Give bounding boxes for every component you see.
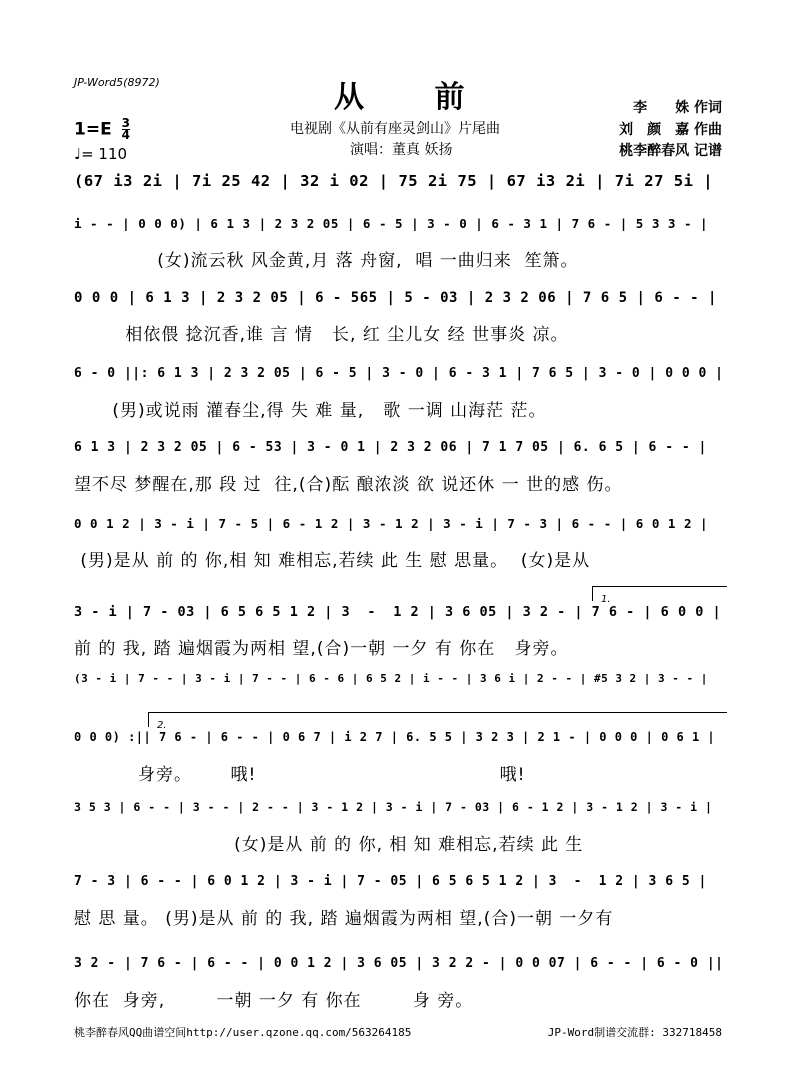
score-row [74,800,726,855]
score-row [74,366,726,421]
volta-2-bracket [148,712,727,731]
notation-line: (3 - i | 7 - - | 3 - i | 7 - - | 6 - 6 | 6 5 2 | i - - | 3 6 i | 2 - - | #5 3 2 | 3 - - | [74,672,708,685]
credit-lyricist: 李 姝 作词 [633,100,722,116]
notation-line: 0 0 1 2 | 3 - i | 7 - 5 | 6 - 1 2 | 3 - 1 2 | 3 - i | 7 - 3 | 6 - - | 6 0 1 2 | [74,516,709,531]
lyrics-line: 前 的 我, 踏 遍烟霞为两相 望,(合)一朝 一夕 有 你在 身旁。 [74,639,569,659]
notation-line: 0 0 0) :|| 7 6 - | 6 - - | 0 6 7 | i 2 7 | 6. 5 5 | 3 2 3 | 2 1 - | 0 0 0 | 0 6 1 | [74,730,716,744]
volta-1-label: 1. [601,594,611,605]
lyrics-line: (男)或说雨 灌春尘,得 失 难 量, 歌 一调 山海茫 茫。 [74,401,547,421]
song-title: 从 前 [334,80,495,115]
score-row [74,730,726,785]
score-row [74,216,726,271]
time-signature [122,118,130,141]
time-numerator: 3 [121,116,130,130]
notation-line: (67 i3 2i | 7i 25 42 | 32 i 02 | 75 2i 75 | 67 i3 2i | 7i 27 5i | [74,172,714,190]
notation-line: 6 - 0 ||: 6 1 3 | 2 3 2 05 | 6 - 5 | 3 - 0 | 6 - 3 1 | 7 6 5 | 3 - 0 | 0 0 0 | [74,366,724,381]
lyrics-line: 你在 身旁, 一朝 一夕 有 你在 身 旁。 [74,991,474,1011]
score-row [74,172,726,222]
lyrics-line: (男)是从 前 的 你,相 知 难相忘,若续 此 生 慰 思量。 (女)是从 [74,551,591,571]
credit-composer: 刘 颜 嘉 作曲 [619,122,722,138]
notation-line: 3 2 - | 7 6 - | 6 - - | 0 0 1 2 | 3 6 05 | 3 2 2 - | 0 0 07 | 6 - - | 6 - 0 || [74,956,724,971]
lyrics-line: 慰 思 量。 (男)是从 前 的 我, 踏 遍烟霞为两相 望,(合)一朝 一夕有 [74,909,614,929]
key-label: 1=E [74,119,112,140]
software-label: JP-Word5(8972) [74,76,160,89]
lyrics-line: (女)是从 前 的 你, 相 知 难相忘,若续 此 生 [74,835,584,855]
notation-line: 0 0 0 | 6 1 3 | 2 3 2 05 | 6 - 565 | 5 - 03 | 2 3 2 06 | 7 6 5 | 6 - - | [74,290,717,306]
score-row [74,440,726,495]
notation-line: 3 - i | 7 - 03 | 6 5 6 5 1 2 | 3 - 1 2 | 3 6 05 | 3 2 - | 7 6 - | 6 0 0 | [74,604,722,620]
footer-right: JP-Word制谱交流群: 332718458 [547,1026,722,1039]
score-row [74,956,726,1011]
score-row [74,874,726,929]
lyrics-line: 望不尽 梦醒在,那 段 过 往,(合)酝 酿浓淡 欲 说还休 一 世的感 伤。 [74,475,623,495]
tempo-marking: ♩= 110 [74,145,128,163]
subtitle-singers: 演唱：董真 妖扬 [350,142,453,158]
volta-1-bracket [592,586,727,605]
key-signature [74,118,130,141]
volta-2-label: 2. [157,720,167,731]
notation-line: 3 5 3 | 6 - - | 3 - - | 2 - - | 3 - 1 2 | 3 - i | 7 - 03 | 6 - 1 2 | 3 - 1 2 | 3 - i | [74,800,713,814]
notation-line: i - - | 0 0 0) | 6 1 3 | 2 3 2 05 | 6 - 5 | 3 - 0 | 6 - 3 1 | 7 6 - | 5 3 3 - | [74,216,709,231]
credit-transcriber: 桃李醉春风 记谱 [619,143,722,159]
notation-line: 6 1 3 | 2 3 2 05 | 6 - 53 | 3 - 0 1 | 2 3 2 06 | 7 1 7 05 | 6. 6 5 | 6 - - | [74,440,707,455]
lyrics-line: 身旁。 哦! 哦! [74,765,526,785]
score-row [74,604,726,659]
subtitle-drama: 电视剧《从前有座灵剑山》片尾曲 [290,121,500,137]
footer-left: 桃李醉春风QQ曲谱空间http://user.qzone.qq.com/563264185 [74,1026,412,1039]
lyrics-line: (女)流云秋 风金黄,月 落 舟窗, 唱 一曲归来 笙箫。 [74,251,579,271]
time-denominator: 4 [121,128,130,142]
score-row [74,516,726,571]
notation-line: 7 - 3 | 6 - - | 6 0 1 2 | 3 - i | 7 - 05 | 6 5 6 5 1 2 | 3 - 1 2 | 3 6 5 | [74,874,707,889]
lyrics-line: 相依偎 捻沉香,谁 言 情 长, 红 尘儿女 经 世事炎 凉。 [74,325,569,345]
score-row [74,290,726,345]
